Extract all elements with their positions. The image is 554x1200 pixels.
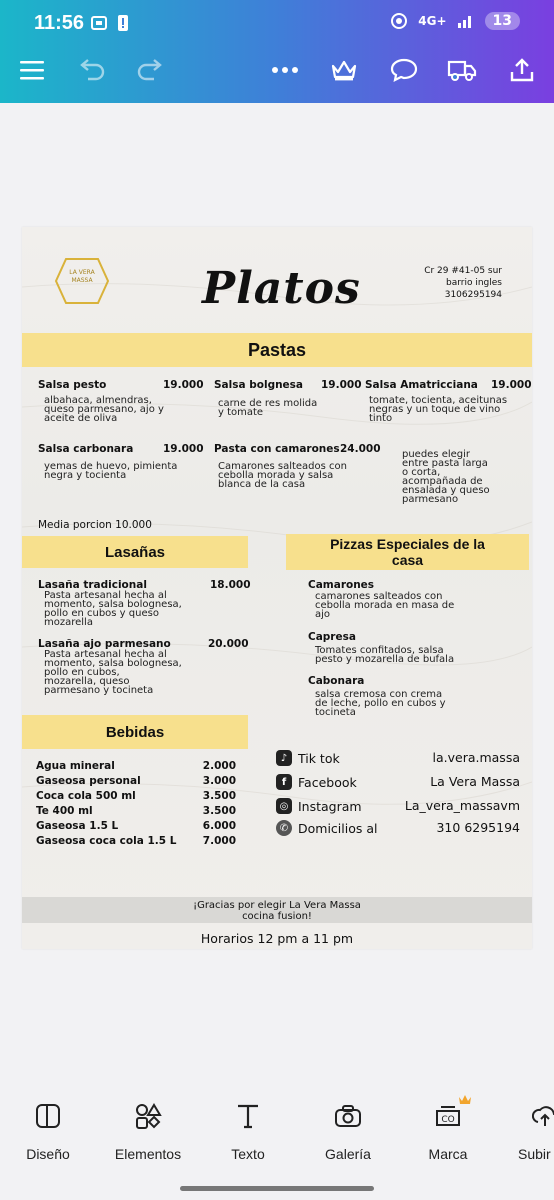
design-page[interactable] — [22, 227, 532, 949]
social-row-facebook: f Facebook La Vera Massa — [276, 774, 520, 790]
pasta-desc: carne de res molida y tomate — [218, 398, 318, 418]
svg-text:CO: CO — [441, 1115, 455, 1125]
signal-icon — [457, 13, 475, 29]
camera-icon — [334, 1104, 362, 1128]
pizza-desc: salsa cremosa con crema de leche, pollo en cubos y tocineta — [315, 689, 446, 718]
pizza-desc: camarones salteados con cebolla morada en masa de ajo — [315, 591, 455, 620]
pasta-desc: yemas de huevo, pimienta negra y tocienta — [44, 461, 178, 481]
lasana-desc: Pasta artesanal hecha al momento, salsa bolognesa, pollo en cubos y queso mozarella — [44, 590, 182, 628]
app-header — [0, 0, 554, 103]
social-row-tiktok: ♪ Tik tok la.vera.massa — [276, 750, 520, 766]
more-icon[interactable] — [267, 52, 303, 88]
nav-diseno[interactable]: Diseño — [8, 1100, 88, 1162]
pasta-name: Salsa Amatricciana — [365, 379, 478, 391]
pasta-price: 19.000 — [491, 379, 532, 391]
screenshot-icon — [90, 14, 108, 32]
social-row-phone: ✆ Domicilios al 310 6295194 — [276, 820, 520, 836]
pasta-name: Salsa bolgnesa — [214, 379, 304, 391]
lasana-price: 18.000 — [210, 579, 251, 591]
menu-icon[interactable] — [14, 52, 50, 88]
alert-icon — [116, 14, 130, 32]
editor-toolbar — [0, 52, 554, 88]
pasta-price: 19.000 — [321, 379, 362, 391]
bottom-nav — [0, 1100, 554, 1180]
pasta-name: Salsa carbonara — [38, 443, 134, 455]
drink-row: Te 400 ml 3.500 — [36, 805, 236, 817]
thanks-band: ¡Gracias por elegir La Vera Massa cocina fusion! — [22, 897, 532, 923]
hotspot-icon — [390, 12, 408, 30]
instagram-icon: ◎ — [276, 798, 292, 814]
nav-texto[interactable]: Texto — [208, 1100, 288, 1162]
pasta-desc: Camarones salteados con cebolla morada y salsa blanca de la casa — [218, 461, 347, 490]
pasta-desc: albahaca, almendras, queso parmesano, ajo y aceite de oliva — [44, 395, 164, 424]
nav-subir[interactable]: Subir — [500, 1100, 554, 1162]
drink-row: Gaseosa coca cola 1.5 L 7.000 — [36, 835, 236, 847]
pizza-name: Cabonara — [308, 675, 365, 687]
lasana-desc: Pasta artesanal hecha al momento, salsa bolognesa, pollo en cubos, mozarella, queso parmesano y tocineta — [44, 649, 182, 696]
pasta-name: Salsa pesto — [38, 379, 107, 391]
nav-elementos[interactable]: Elementos — [108, 1100, 188, 1162]
half-portion: Media porcion 10.000 — [38, 519, 152, 531]
pasta-note: puedes elegir entre pasta larga o corta, acompañada de ensalada y queso parmesano — [402, 449, 490, 505]
pizzas-heading: Pizzas Especiales de la casa — [286, 534, 529, 570]
pastas-heading: Pastas — [22, 333, 532, 367]
share-icon[interactable] — [504, 52, 540, 88]
shapes-icon — [134, 1102, 162, 1130]
lasana-name: Lasaña tradicional — [38, 579, 147, 591]
lasana-name: Lasaña ajo parmesano — [38, 638, 171, 650]
lasanas-heading: Lasañas — [22, 536, 248, 568]
pizza-name: Camarones — [308, 579, 375, 591]
social-row-instagram: ◎ Instagram La_vera_massavm — [276, 798, 520, 814]
drink-row: Coca cola 500 ml 3.500 — [36, 790, 236, 802]
pizza-desc: Tomates confitados, salsa pesto y mozarella de bufala — [315, 645, 455, 665]
status-time: 11:56 — [34, 12, 85, 34]
bebidas-heading: Bebidas — [22, 715, 248, 749]
redo-icon[interactable] — [132, 52, 168, 88]
comment-icon[interactable] — [386, 52, 422, 88]
pizza-name: Capresa — [308, 631, 356, 643]
status-bar — [0, 10, 554, 40]
home-indicator[interactable] — [180, 1186, 374, 1191]
battery-badge: 13 — [485, 12, 520, 30]
nav-marca[interactable]: CO Marca — [408, 1100, 488, 1162]
crown-icon[interactable] — [326, 52, 362, 88]
drink-row: Gaseosa 1.5 L 6.000 — [36, 820, 236, 832]
pasta-name: Pasta con camarones — [214, 443, 340, 455]
text-icon — [236, 1103, 260, 1129]
undo-icon[interactable] — [74, 52, 110, 88]
truck-icon[interactable] — [444, 52, 480, 88]
phone-icon: ✆ — [276, 820, 292, 836]
network-label: 4G+ — [418, 14, 447, 28]
pasta-price: 24.000 — [340, 443, 381, 455]
facebook-icon: f — [276, 774, 292, 790]
restaurant-logo: LA VERA MASSA — [52, 255, 112, 307]
tiktok-icon: ♪ — [276, 750, 292, 766]
address: Cr 29 #41-05 sur barrio ingles 3106295194 — [424, 266, 502, 300]
pasta-price: 19.000 — [163, 443, 204, 455]
lasana-price: 20.000 — [208, 638, 249, 650]
page-title: Platos — [202, 263, 361, 314]
nav-galeria[interactable]: Galería — [308, 1100, 388, 1162]
opening-hours: Horarios 12 pm a 11 pm — [200, 931, 354, 946]
pasta-price: 19.000 — [163, 379, 204, 391]
drink-row: Gaseosa personal 3.000 — [36, 775, 236, 787]
upload-icon — [532, 1104, 554, 1128]
premium-crown-icon — [458, 1094, 472, 1106]
pasta-desc: tomate, tocienta, aceitunas negras y un toque de vino tinto — [369, 395, 508, 424]
layout-icon — [35, 1103, 61, 1129]
drink-row: Agua mineral 2.000 — [36, 760, 236, 772]
brand-icon — [433, 1103, 463, 1129]
